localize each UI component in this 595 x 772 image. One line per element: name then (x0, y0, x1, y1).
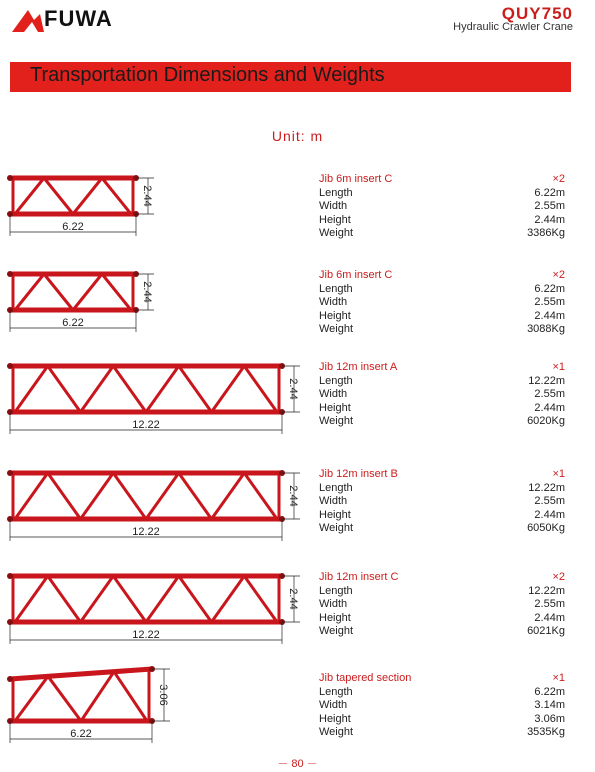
spec-row-weight (319, 625, 565, 639)
spec-label: Width (319, 699, 348, 711)
lacing-bar (15, 576, 48, 622)
spec-value: 3535Kg (527, 726, 565, 738)
jib-drawing-5 (0, 570, 310, 656)
spec-row-height (319, 509, 565, 523)
jib-drawing-6 (0, 663, 310, 755)
pin-joint (7, 363, 13, 369)
lacing-bar (212, 366, 245, 412)
lacing-bar (15, 676, 48, 721)
component-name: Jib 12m insert B (319, 468, 398, 480)
pin-joint (7, 271, 13, 277)
spec-block-2 (319, 269, 565, 337)
lacing-bar (179, 576, 212, 622)
spec-value: 3.14m (534, 699, 565, 711)
brand-name: FUWA (44, 6, 113, 31)
spec-block-4 (319, 468, 565, 536)
lacing-bar (212, 473, 245, 519)
length-dimension-label: 6.22 (70, 728, 92, 740)
spec-value: 2.55m (534, 200, 565, 212)
truss-svg (0, 360, 310, 446)
spec-row-width (319, 598, 565, 612)
lacing-bar (44, 178, 73, 214)
spec-value: 2.44m (534, 213, 565, 226)
height-dimension-label: 2.44 (141, 281, 153, 303)
spec-value: 2.55m (534, 598, 565, 610)
spec-value: 12.22m (528, 584, 565, 597)
spec-label: Width (319, 388, 348, 400)
spec-row-weight (319, 415, 565, 429)
component-quantity: ×1 (552, 361, 565, 373)
spec-label: Length (319, 186, 353, 199)
spec-row-weight (319, 227, 565, 241)
spec-label: Width (319, 598, 348, 610)
spec-row-length (319, 375, 565, 389)
spec-label: Width (319, 296, 348, 308)
lacing-bar (48, 576, 81, 622)
spec-value: 6021Kg (527, 625, 565, 637)
spec-header (319, 269, 565, 283)
lacing-bar (146, 576, 179, 622)
spec-block-1 (319, 173, 565, 241)
spec-value: 12.22m (528, 374, 565, 387)
component-name: Jib 12m insert C (319, 571, 399, 583)
spec-value: 2.44m (534, 309, 565, 322)
spec-label: Weight (319, 522, 354, 534)
height-dimension-label: 3.06 (157, 684, 169, 706)
model-number: QUY750 (501, 4, 573, 23)
spec-row-weight (319, 726, 565, 740)
spec-row-weight (319, 522, 565, 536)
spec-value: 6.22m (534, 282, 565, 295)
lacing-bar (244, 473, 277, 519)
spec-label: Height (319, 213, 351, 226)
spec-row-length (319, 283, 565, 297)
spec-row-height (319, 310, 565, 324)
truss-svg (0, 467, 310, 553)
lacing-bar (44, 274, 73, 310)
spec-row-length (319, 686, 565, 700)
lacing-bar (73, 178, 102, 214)
component-name: Jib 12m insert A (319, 361, 398, 373)
truss-svg (0, 172, 310, 248)
height-dimension-label: 2.44 (287, 485, 299, 507)
spec-value: 6050Kg (527, 522, 565, 534)
spec-label: Height (319, 611, 351, 624)
spec-header (319, 468, 565, 482)
spec-value: 2.44m (534, 508, 565, 521)
lacing-bar (102, 178, 131, 214)
spec-header (319, 571, 565, 585)
length-dimension-label: 6.22 (62, 317, 84, 329)
spec-row-width (319, 699, 565, 713)
lacing-bar (48, 676, 81, 721)
spec-row-length (319, 585, 565, 599)
spec-value: 3.06m (534, 712, 565, 725)
spec-block-6 (319, 672, 565, 740)
pin-joint (7, 676, 13, 682)
section-title: Transportation Dimensions and Weights (30, 64, 385, 86)
truss-svg (0, 268, 310, 344)
component-quantity: ×1 (552, 672, 565, 684)
spec-label: Length (319, 374, 353, 387)
lacing-bar (146, 473, 179, 519)
component-quantity: ×2 (552, 269, 565, 281)
spec-label: Weight (319, 323, 354, 335)
spec-row-width (319, 200, 565, 214)
spec-header (319, 173, 565, 187)
spec-value: 2.55m (534, 388, 565, 400)
top-chord (10, 669, 152, 679)
jib-drawing-3 (0, 360, 310, 446)
spec-row-height (319, 402, 565, 416)
lacing-bar (113, 473, 146, 519)
page-number: － 80 － (277, 758, 318, 770)
spec-header (319, 361, 565, 375)
lacing-bar (15, 274, 44, 310)
pin-joint (7, 175, 13, 181)
spec-label: Weight (319, 415, 354, 427)
spec-row-width (319, 495, 565, 509)
lacing-bar (212, 576, 245, 622)
jib-drawing-4 (0, 467, 310, 553)
length-dimension-label: 12.22 (132, 419, 160, 431)
spec-label: Height (319, 712, 351, 725)
lacing-bar (81, 473, 114, 519)
component-quantity: ×2 (552, 571, 565, 583)
spec-label: Width (319, 200, 348, 212)
spec-block-3 (319, 361, 565, 429)
spec-value: 2.55m (534, 296, 565, 308)
lacing-bar (244, 366, 277, 412)
length-dimension-label: 12.22 (132, 629, 160, 641)
lacing-bar (114, 672, 147, 721)
lacing-bar (146, 366, 179, 412)
spec-label: Height (319, 309, 351, 322)
spec-label: Width (319, 495, 348, 507)
component-quantity: ×2 (552, 173, 565, 185)
jib-drawing-2 (0, 268, 310, 344)
truss-svg (0, 570, 310, 656)
spec-row-width (319, 388, 565, 402)
pin-joint (7, 470, 13, 476)
component-quantity: ×1 (552, 468, 565, 480)
spec-header (319, 672, 565, 686)
spec-row-height (319, 612, 565, 626)
spec-label: Weight (319, 625, 354, 637)
spec-row-length (319, 187, 565, 201)
unit-label: Unit: m (271, 128, 324, 144)
lacing-bar (244, 576, 277, 622)
lacing-bar (81, 366, 114, 412)
spec-block-5 (319, 571, 565, 639)
spec-row-weight (319, 323, 565, 337)
lacing-bar (48, 473, 81, 519)
spec-label: Length (319, 685, 353, 698)
lacing-bar (179, 366, 212, 412)
spec-label: Weight (319, 726, 354, 738)
lacing-bar (15, 366, 48, 412)
spec-label: Length (319, 584, 353, 597)
length-dimension-label: 12.22 (132, 526, 160, 538)
spec-row-length (319, 482, 565, 496)
spec-value: 12.22m (528, 481, 565, 494)
lacing-bar (15, 473, 48, 519)
lacing-bar (48, 366, 81, 412)
component-name: Jib tapered section (319, 672, 412, 684)
jib-drawing-1 (0, 172, 310, 248)
lacing-bar (113, 576, 146, 622)
spec-label: Length (319, 481, 353, 494)
lacing-bar (102, 274, 131, 310)
component-name: Jib 6m insert C (319, 269, 393, 281)
component-name: Jib 6m insert C (319, 173, 393, 185)
spec-value: 2.44m (534, 401, 565, 414)
lacing-bar (179, 473, 212, 519)
spec-row-width (319, 296, 565, 310)
spec-value: 2.44m (534, 611, 565, 624)
spec-value: 3386Kg (527, 227, 565, 239)
spec-label: Height (319, 401, 351, 414)
pin-joint (7, 573, 13, 579)
spec-value: 6020Kg (527, 415, 565, 427)
spec-value: 6.22m (534, 685, 565, 698)
length-dimension-label: 6.22 (62, 221, 84, 233)
height-dimension-label: 2.44 (287, 378, 299, 400)
section-banner (10, 62, 571, 92)
lacing-bar (15, 178, 44, 214)
spec-value: 2.55m (534, 495, 565, 507)
lacing-bar (81, 576, 114, 622)
spec-label: Height (319, 508, 351, 521)
spec-label: Length (319, 282, 353, 295)
height-dimension-label: 2.44 (141, 185, 153, 207)
spec-label: Weight (319, 227, 354, 239)
height-dimension-label: 2.44 (287, 588, 299, 610)
model-subtitle: Hydraulic Crawler Crane (453, 21, 573, 33)
spec-value: 6.22m (534, 186, 565, 199)
truss-svg (0, 663, 310, 755)
lacing-bar (73, 274, 102, 310)
lacing-bar (81, 672, 114, 721)
spec-value: 3088Kg (527, 323, 565, 335)
lacing-bar (113, 366, 146, 412)
spec-row-height (319, 214, 565, 228)
spec-row-height (319, 713, 565, 727)
